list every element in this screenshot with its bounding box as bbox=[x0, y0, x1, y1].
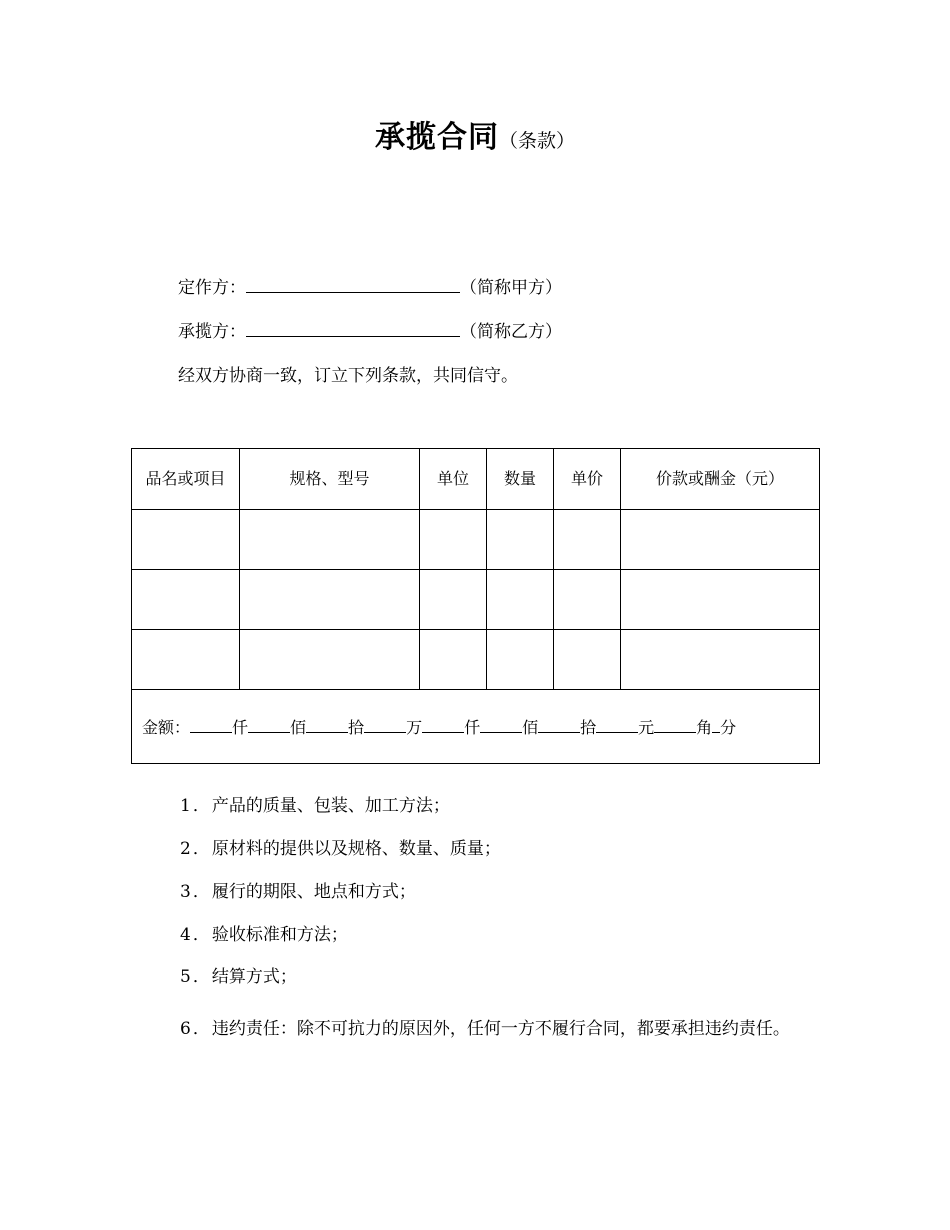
clause-6 bbox=[141, 1008, 821, 1051]
header-spec: 规格、型号 bbox=[240, 449, 420, 510]
clause-number: 2． bbox=[180, 839, 212, 859]
clause-4 bbox=[180, 923, 348, 947]
table-cell[interactable] bbox=[132, 630, 240, 690]
party-b-suffix: （简称乙方） bbox=[460, 322, 562, 342]
amount-blank[interactable] bbox=[712, 717, 720, 733]
clause-number: 6． bbox=[180, 1019, 212, 1039]
table-cell[interactable] bbox=[554, 630, 621, 690]
amount-blank[interactable] bbox=[596, 717, 638, 733]
clause-text: 验收标准和方法； bbox=[211, 925, 348, 945]
clause-3 bbox=[180, 880, 416, 904]
table-cell[interactable] bbox=[554, 510, 621, 570]
document-title bbox=[0, 112, 950, 156]
header-item-name: 品名或项目 bbox=[132, 449, 240, 510]
amount-unit: 分 bbox=[720, 718, 737, 737]
amount-unit: 佰 bbox=[290, 718, 307, 737]
clause-text: 原材料的提供以及规格、数量、质量； bbox=[211, 839, 501, 859]
header-unit-price: 单价 bbox=[554, 449, 621, 510]
amount-in-words bbox=[132, 690, 820, 764]
header-amount-yuan: 价款或酬金（元） bbox=[621, 449, 820, 510]
amount-unit: 拾 bbox=[348, 718, 365, 737]
party-b-line bbox=[178, 318, 562, 344]
clause-number: 4． bbox=[180, 925, 212, 945]
table-cell[interactable] bbox=[420, 510, 487, 570]
items-table bbox=[131, 448, 820, 764]
amount-unit: 元 bbox=[638, 718, 655, 737]
clause-text: 产品的质量、包装、加工方法； bbox=[211, 796, 450, 816]
amount-blank[interactable] bbox=[364, 717, 406, 733]
header-unit: 单位 bbox=[420, 449, 487, 510]
title-main: 承揽合同 bbox=[374, 120, 499, 155]
table-row bbox=[132, 570, 820, 630]
amount-blank[interactable] bbox=[654, 717, 696, 733]
amount-row bbox=[132, 690, 820, 764]
amount-blank[interactable] bbox=[422, 717, 464, 733]
party-a-blank[interactable] bbox=[246, 274, 460, 293]
table-row bbox=[132, 510, 820, 570]
title-subtitle: （条款） bbox=[498, 130, 575, 152]
table-header-row bbox=[132, 449, 820, 510]
clause-number: 1． bbox=[180, 796, 212, 816]
table-cell[interactable] bbox=[487, 630, 554, 690]
table-cell[interactable] bbox=[240, 570, 420, 630]
header-quantity: 数量 bbox=[487, 449, 554, 510]
amount-blank[interactable] bbox=[190, 717, 232, 733]
table-cell[interactable] bbox=[621, 510, 820, 570]
table-cell[interactable] bbox=[420, 630, 487, 690]
table-cell[interactable] bbox=[420, 570, 487, 630]
clause-text: 履行的期限、地点和方式； bbox=[211, 882, 416, 902]
amount-unit: 佰 bbox=[522, 718, 539, 737]
clause-text: 违约责任：除不可抗力的原因外，任何一方不履行合同，都要承担违约责任。 bbox=[211, 1019, 790, 1039]
table-cell[interactable] bbox=[621, 570, 820, 630]
agreement-line: 经双方协商一致，订立下列条款，共同信守。 bbox=[178, 366, 518, 386]
table-cell[interactable] bbox=[487, 510, 554, 570]
party-b-blank[interactable] bbox=[246, 318, 460, 337]
table-cell[interactable] bbox=[132, 570, 240, 630]
amount-blank[interactable] bbox=[480, 717, 522, 733]
clause-text: 结算方式； bbox=[211, 967, 297, 987]
table-row bbox=[132, 630, 820, 690]
party-a-label: 定作方： bbox=[178, 278, 246, 298]
clause-number: 5． bbox=[180, 967, 212, 987]
table-cell[interactable] bbox=[240, 630, 420, 690]
party-a-suffix: （简称甲方） bbox=[460, 278, 562, 298]
table-cell[interactable] bbox=[621, 630, 820, 690]
table-cell[interactable] bbox=[487, 570, 554, 630]
table-cell[interactable] bbox=[554, 570, 621, 630]
amount-unit: 拾 bbox=[580, 718, 597, 737]
amount-blank[interactable] bbox=[538, 717, 580, 733]
amount-blank[interactable] bbox=[306, 717, 348, 733]
party-b-label: 承揽方： bbox=[178, 322, 246, 342]
amount-blank[interactable] bbox=[248, 717, 290, 733]
table-cell[interactable] bbox=[132, 510, 240, 570]
amount-unit: 角 bbox=[696, 718, 713, 737]
amount-label: 金额： bbox=[142, 718, 191, 737]
clause-1 bbox=[180, 794, 450, 818]
amount-unit: 仟 bbox=[232, 718, 249, 737]
amount-unit: 万 bbox=[406, 718, 423, 737]
amount-unit: 仟 bbox=[464, 718, 481, 737]
clause-2 bbox=[180, 837, 501, 861]
table-cell[interactable] bbox=[240, 510, 420, 570]
clause-5 bbox=[180, 965, 297, 989]
party-a-line bbox=[178, 274, 562, 300]
clause-number: 3． bbox=[180, 882, 212, 902]
